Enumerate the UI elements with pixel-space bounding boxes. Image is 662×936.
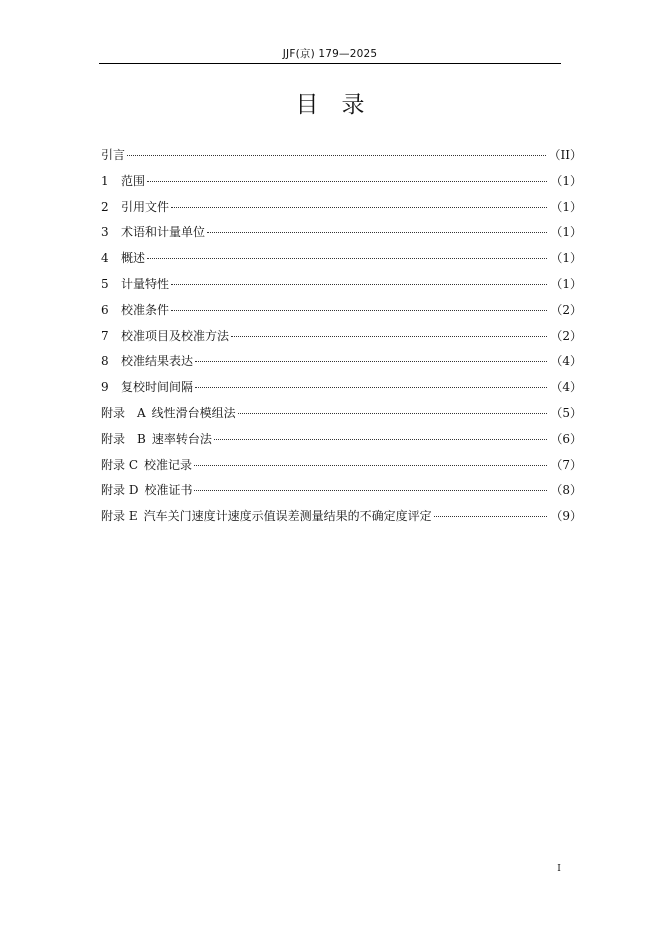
toc-entry-label: 计量特性: [121, 276, 170, 291]
header-rule: [99, 63, 561, 64]
toc-entry-page: （II）: [548, 148, 582, 162]
toc-entry-label: 引言: [101, 148, 126, 162]
toc-dot-leader: [195, 373, 547, 388]
toc-entry-page: （6）: [550, 431, 582, 446]
toc-entry-number: 7: [101, 328, 109, 343]
toc-entry[interactable]: [101, 143, 582, 169]
toc-dot-leader: [434, 502, 548, 517]
toc-entry-label: 线性滑台模组法: [151, 405, 236, 420]
toc-entry[interactable]: [101, 401, 582, 427]
toc-entry-label: 校准证书: [144, 483, 193, 498]
toc-entry-label: 复校时间间隔: [121, 380, 194, 395]
toc-entry-page: （7）: [550, 457, 582, 472]
toc-entry[interactable]: [101, 478, 582, 504]
toc-entry-page: （1）: [550, 173, 582, 188]
toc-entry[interactable]: [101, 220, 582, 246]
toc-dot-leader: [207, 218, 547, 233]
toc-entry-number: 8: [101, 354, 109, 369]
toc-entry[interactable]: [101, 246, 582, 272]
toc-entry[interactable]: [101, 195, 582, 221]
toc-dot-leader: [171, 270, 547, 285]
toc-entry-number: 附录 E: [101, 509, 138, 524]
toc-entry-page: （1）: [550, 251, 582, 266]
toc-entry-number: 4: [101, 251, 109, 266]
toc-dot-leader: [214, 425, 548, 440]
toc-dot-leader: [171, 296, 547, 311]
table-of-contents: [101, 143, 582, 530]
toc-entry-number: 6: [101, 302, 109, 317]
toc-entry[interactable]: [101, 504, 582, 530]
toc-entry[interactable]: [101, 453, 582, 479]
toc-entry-page: （1）: [550, 276, 582, 291]
toc-entry-label: 汽车关门速度计速度示值误差测量结果的不确定度评定: [143, 509, 432, 524]
page-number: I: [557, 864, 561, 874]
toc-entry-number: 附录 D: [101, 483, 139, 498]
toc-dot-leader: [231, 322, 547, 337]
toc-dot-leader: [194, 476, 547, 491]
toc-entry-label: 校准记录: [144, 457, 193, 472]
toc-dot-leader: [195, 347, 547, 362]
toc-dot-leader: [147, 167, 547, 182]
toc-entry-page: （9）: [550, 509, 582, 524]
toc-entry-number: 5: [101, 276, 109, 291]
toc-entry[interactable]: [101, 375, 582, 401]
toc-dot-leader: [194, 451, 547, 466]
toc-dot-leader: [171, 193, 547, 208]
toc-entry[interactable]: [101, 272, 582, 298]
toc-entry-page: （4）: [550, 380, 582, 395]
toc-entry-number: 附录 B: [101, 431, 146, 446]
toc-entry[interactable]: [101, 298, 582, 324]
document-header: JJF(京) 179—2025: [282, 48, 378, 60]
toc-entry-number: 2: [101, 199, 109, 214]
toc-entry-number: 3: [101, 225, 109, 240]
toc-entry-label: 校准项目及校准方法: [121, 328, 230, 343]
toc-entry-number: 附录 A: [101, 405, 146, 420]
toc-entry-label: 校准结果表达: [121, 354, 194, 369]
toc-entry-page: （5）: [550, 405, 582, 420]
toc-entry-label: 校准条件: [121, 302, 170, 317]
toc-dot-leader: [238, 399, 548, 414]
toc-entry-page: （1）: [550, 199, 582, 214]
toc-entry[interactable]: [101, 169, 582, 195]
toc-entry-number: 附录 C: [101, 457, 138, 472]
toc-entry-page: （2）: [550, 302, 582, 317]
toc-entry-label: 概述: [121, 251, 146, 266]
toc-entry-page: （2）: [550, 328, 582, 343]
toc-dot-leader: [127, 141, 546, 156]
toc-entry-page: （8）: [550, 483, 582, 498]
toc-entry-label: 引用文件: [121, 199, 170, 214]
toc-entry-label: 术语和计量单位: [121, 225, 206, 240]
toc-entry[interactable]: [101, 324, 582, 350]
toc-entry-page: （4）: [550, 354, 582, 369]
toc-entry[interactable]: [101, 427, 582, 453]
toc-entry-number: 1: [101, 173, 109, 188]
toc-entry[interactable]: [101, 349, 582, 375]
toc-entry-label: 范围: [121, 173, 146, 188]
toc-entry-number: 9: [101, 380, 109, 395]
toc-entry-page: （1）: [550, 225, 582, 240]
toc-dot-leader: [147, 244, 547, 259]
page-title: 目 录: [295, 92, 365, 118]
toc-entry-label: 速率转台法: [151, 431, 212, 446]
